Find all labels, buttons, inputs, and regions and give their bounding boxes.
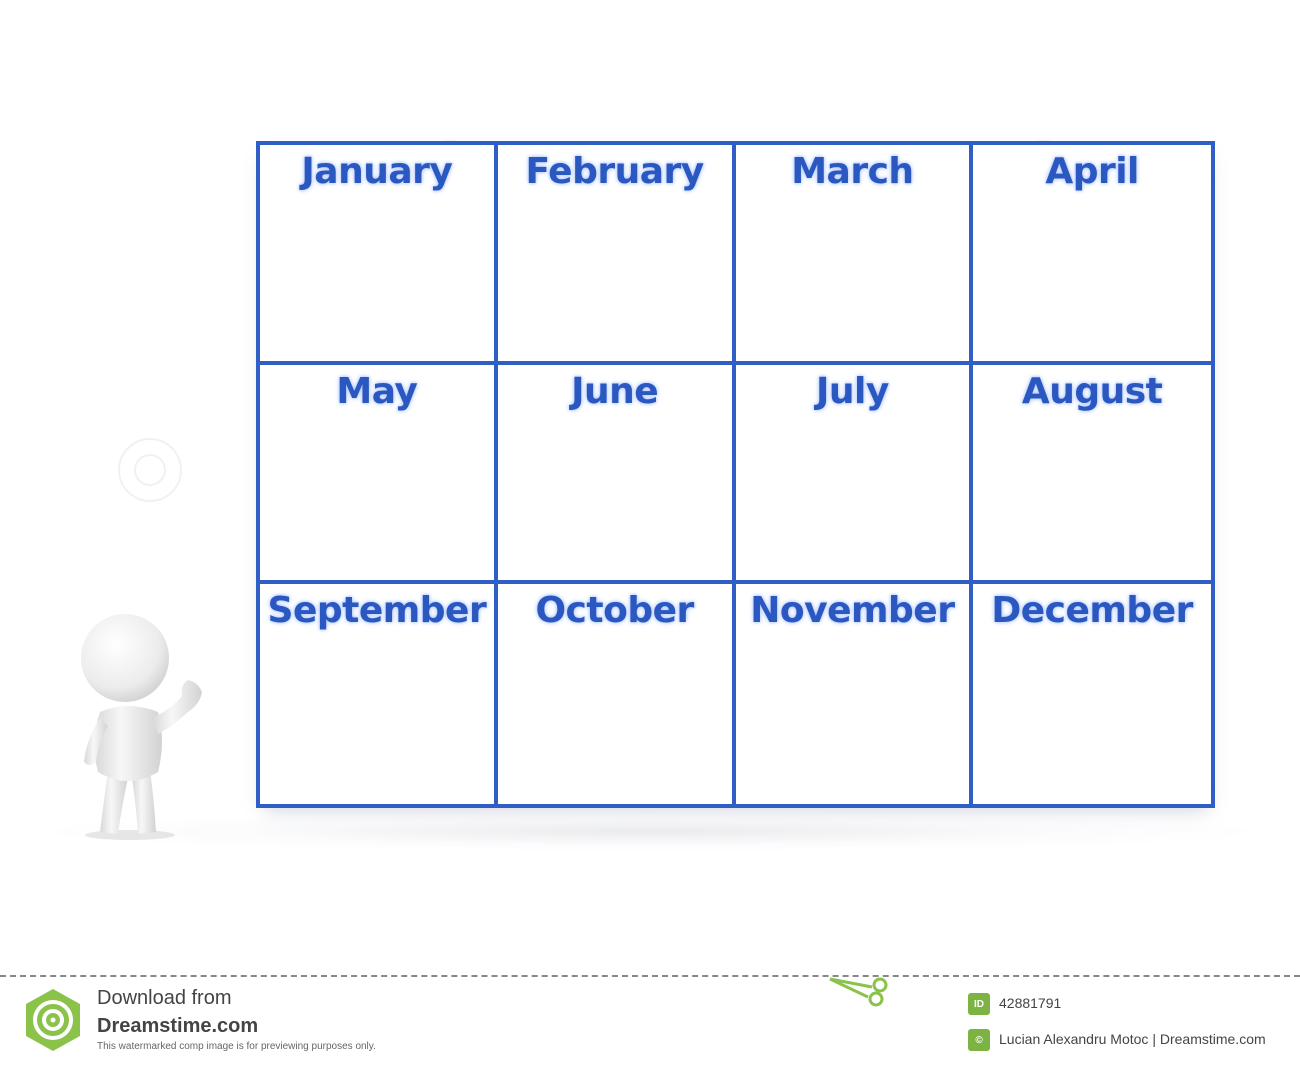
site-name-text: Dreamstime.com bbox=[97, 1015, 259, 1037]
disclaimer-text: This watermarked comp image is for previewing purposes only. bbox=[97, 1041, 376, 1052]
month-label: August bbox=[1021, 370, 1163, 412]
month-label: June bbox=[571, 370, 659, 412]
month-label: January bbox=[301, 151, 453, 192]
image-id-text: 42881791 bbox=[999, 995, 1062, 1011]
month-cell-august bbox=[973, 365, 1211, 585]
month-label: March bbox=[791, 151, 914, 192]
month-cell-february bbox=[498, 145, 736, 365]
month-cell-january bbox=[260, 145, 498, 365]
month-label: February bbox=[525, 151, 704, 192]
month-label: April bbox=[1045, 151, 1139, 192]
month-label: September bbox=[267, 590, 487, 632]
month-cell-september bbox=[260, 584, 498, 804]
month-label: November bbox=[750, 590, 955, 632]
month-cell-march bbox=[736, 145, 974, 365]
month-cell-october bbox=[498, 584, 736, 804]
scissors-icon bbox=[828, 975, 888, 1015]
month-cell-november bbox=[736, 584, 974, 804]
3d-character-figure bbox=[70, 600, 220, 840]
month-label: October bbox=[535, 590, 694, 632]
month-label: December bbox=[991, 590, 1193, 632]
month-cell-june bbox=[498, 365, 736, 585]
dreamstime-logo-icon bbox=[20, 987, 86, 1053]
download-from-text: Download from bbox=[97, 987, 232, 1009]
month-cell-december bbox=[973, 584, 1211, 804]
month-cell-july bbox=[736, 365, 974, 585]
id-badge: ID bbox=[968, 993, 990, 1015]
months-calendar-grid bbox=[256, 141, 1215, 808]
author-credit-text: Lucian Alexandru Motoc | Dreamstime.com bbox=[999, 1031, 1266, 1047]
copyright-icon: © bbox=[968, 1029, 990, 1051]
month-cell-may bbox=[260, 365, 498, 585]
month-cell-april bbox=[973, 145, 1211, 365]
watermark-footer bbox=[0, 975, 1300, 1065]
month-label: July bbox=[815, 370, 889, 412]
watermark-spiral bbox=[118, 438, 182, 502]
month-label: May bbox=[336, 370, 418, 412]
